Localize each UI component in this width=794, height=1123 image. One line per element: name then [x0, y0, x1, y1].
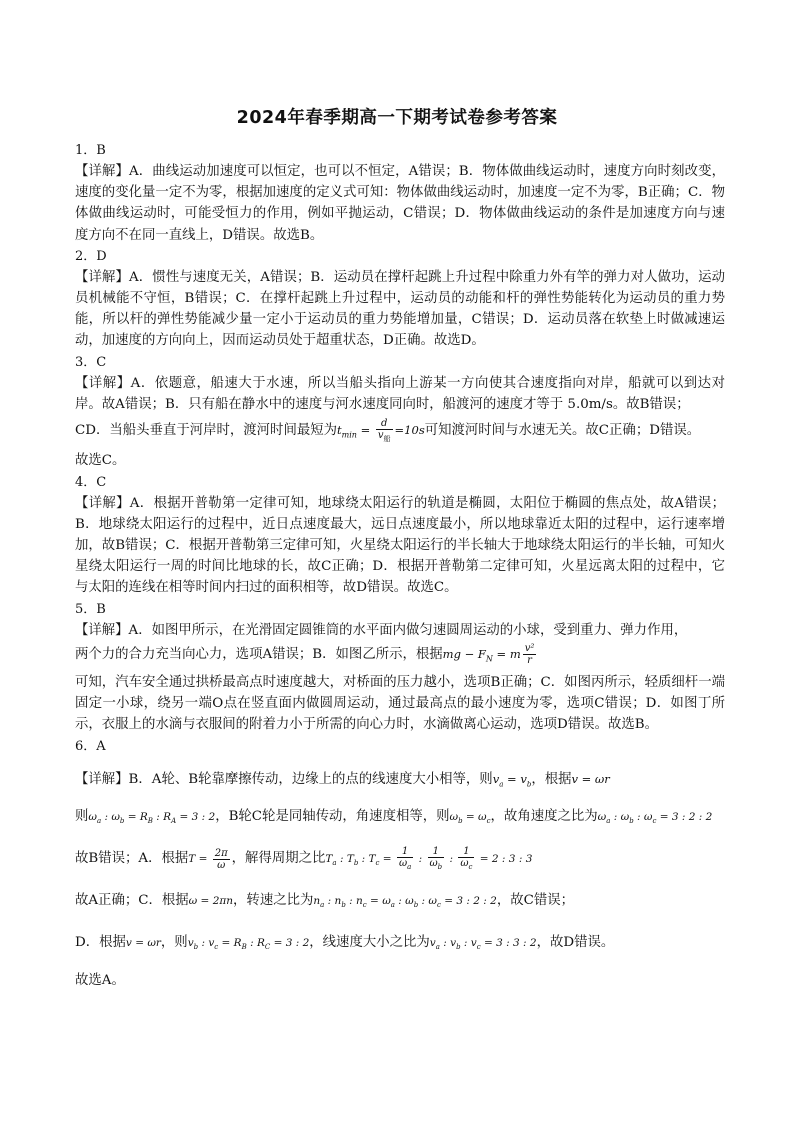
- formula-symbol: = v: [503, 771, 527, 786]
- formula: [188, 847, 231, 871]
- formula-symbol: =: [356, 423, 374, 438]
- formula-symbol: : ω: [633, 810, 653, 823]
- answer-text: ，解得周期之比: [231, 851, 326, 867]
- fraction: [376, 418, 393, 445]
- answer-text: ，B轮C轮是同轴传动，角速度相等，则: [215, 808, 450, 824]
- fraction-numerator: v²: [524, 643, 535, 655]
- formula: v = ωr: [571, 771, 610, 786]
- formula-symbol: =10s: [394, 423, 425, 438]
- fraction-numerator: 1: [397, 846, 413, 858]
- formula-subscript: c: [476, 943, 481, 952]
- formula-subscript: b: [413, 901, 419, 910]
- answer-text: ，故角速度之比为: [490, 808, 598, 824]
- formula-subscript: b: [119, 817, 125, 826]
- formula-subscript: c: [486, 817, 491, 826]
- formula-subscript: c: [437, 901, 441, 910]
- formula-subscript: N: [485, 654, 493, 664]
- formula-symbol: = 3 : 2: [176, 810, 216, 823]
- formula-subscript: B: [241, 943, 247, 952]
- formula-symbol: t: [337, 423, 342, 438]
- formula-symbol: = 3 : 3 : 2: [480, 937, 537, 950]
- formula-symbol: ω: [449, 810, 459, 823]
- formula-line: [75, 798, 725, 840]
- formula-symbol: : R: [152, 810, 172, 823]
- fraction: [397, 846, 413, 873]
- formula-symbol: :: [415, 853, 426, 866]
- formula-symbol: : v: [439, 937, 457, 950]
- formula-subscript: a: [407, 862, 412, 871]
- formula-symbol: = 3 : 2 : 2: [440, 895, 497, 908]
- formula-symbol: v: [429, 937, 436, 950]
- formula-symbol: : v: [198, 937, 215, 950]
- answer-text: ，根据: [531, 771, 572, 787]
- formula-subscript: A: [171, 817, 177, 826]
- formula-symbol: = R: [218, 937, 242, 950]
- formula-line: [75, 641, 725, 672]
- answer-text: 故B错误；A．根据: [75, 851, 189, 867]
- formula: [313, 895, 497, 910]
- formula-symbol: = 2 : 3 : 3: [476, 853, 533, 866]
- formula-symbol: = ω: [462, 810, 487, 823]
- formula-symbol: : T: [358, 853, 376, 866]
- answer-text: 【详解】B．A轮、B轮靠摩擦传动，边缘上的点的线速度大小相等，则: [75, 771, 493, 787]
- formula-subscript: a: [606, 817, 611, 826]
- answer-text: 故A正确；C．根据: [75, 893, 189, 909]
- fraction-numerator: 1: [458, 846, 474, 858]
- formula-symbol: : v: [460, 937, 477, 950]
- fraction-denominator: ω: [217, 859, 226, 871]
- formula: [187, 937, 310, 952]
- formula: v = ωr: [125, 937, 161, 950]
- formula-subscript: b: [456, 943, 461, 952]
- fraction-denominator: [397, 858, 413, 873]
- formula: [337, 417, 425, 443]
- formula-line: [75, 765, 725, 798]
- formula-symbol: T: [325, 853, 333, 866]
- answer-content: [75, 140, 725, 996]
- fraction: [458, 846, 474, 873]
- answer-text: ，则: [160, 935, 188, 951]
- answer-paragraph: 可知，汽车安全通过拱桥最高点时速度越大，对桥面的压力越小，选项B正确；C．如图丙所示，轻质细杆一端固定一小球，绕另一端O点在竖直面内做圆周运动，通过最高点的最小速度为零，选项C错误；D．如图丁所示，衣服上的水滴与衣服间的附着力小于所需的向心力时，水滴做离心运动，选项D错误。故选B。: [75, 675, 725, 733]
- formula-subscript: 船: [383, 434, 391, 443]
- formula-symbol: v: [492, 771, 500, 786]
- answer-paragraph: 【详解】A．根据开普勒第一定律可知，地球绕太阳运行的轨道是椭圆，太阳位于椭圆的焦点处，故A错误；B．地球绕太阳运行的过程中，近日点速度最大，远日点速度最小，所以地球靠近太阳的过程中，运行速率增加，故B错误；C．根据开普勒第三定律可知，火星绕太阳运行的半长轴大于地球绕太阳运行的半长轴，可知火星绕太阳运行一周的时间比地球的长，故C正确；D．根据开普勒第二定律可知，火星远离太阳的过程中，它与太阳的连线在相等时间内扫过的面积相等，故D错误。故选C。: [75, 495, 725, 596]
- formula-symbol: : T: [336, 853, 354, 866]
- formula-symbol: = 3 : 2: [270, 937, 310, 950]
- formula-subscript: b: [437, 862, 443, 871]
- formula-symbol: =: [379, 853, 395, 866]
- question-number: 6．A: [75, 738, 106, 754]
- answer-text: 则: [75, 808, 89, 824]
- answer-paragraph: 【详解】A．依题意，船速大于水速，所以当船头指向上游某一方向使其合速度指向对岸，船就可以到达对岸。故A错误；B．只有船在静水中的速度与河水速度同向时，船渡河的速度才等于 5.0m/s。故B错误；: [75, 375, 725, 412]
- formula-symbol: ω: [460, 857, 469, 869]
- formula-symbol: T =: [188, 853, 211, 866]
- fraction-numerator: 1: [428, 846, 445, 858]
- formula: [88, 810, 216, 826]
- formula: ω = 2πn: [188, 895, 234, 908]
- formula-symbol: : ω: [394, 895, 414, 908]
- formula-subscript: c: [362, 901, 367, 910]
- question-number: 5．B: [75, 601, 106, 617]
- answer-text: ，转速之比为: [233, 893, 314, 909]
- formula-subscript: min: [341, 430, 357, 440]
- fraction-denominator: r: [527, 655, 532, 667]
- answer-text: ，线速度大小之比为: [309, 935, 430, 951]
- formula-subscript: a: [499, 779, 504, 788]
- formula-symbol: ω: [429, 857, 438, 869]
- answer-text: D．根据: [75, 935, 126, 951]
- fraction: [523, 643, 537, 666]
- formula-subscript: B: [147, 817, 153, 826]
- formula-symbol: mg − F: [442, 646, 486, 661]
- answer-paragraph: 【详解】A．曲线运动加速度可以恒定，也可以不恒定，A错误；B．物体做曲线运动时，速度方向时刻改变，速度的变化量一定不为零，根据加速度的定义式可知：物体做曲线运动时，加速度一定不为零，B正确；C．物体做曲线运动时，可能受恒力的作用，例如平抛运动，C错误；D．物体做曲线运动的条件是加速度方向与速度方向不在同一直线上，D错误。故选B。: [75, 164, 725, 243]
- formula-subscript: b: [526, 779, 532, 788]
- formula-symbol: : ω: [101, 810, 120, 823]
- formula: [325, 845, 533, 871]
- formula-line: [75, 924, 725, 966]
- formula-symbol: ω: [398, 857, 408, 869]
- formula-symbol: ω: [88, 810, 97, 823]
- question-number: 3．C: [75, 354, 107, 370]
- question-number: 1．B: [75, 143, 106, 158]
- answer-text: ，故D错误。: [536, 935, 615, 951]
- formula-line: [75, 840, 725, 882]
- formula-subscript: b: [458, 817, 463, 826]
- formula-symbol: : R: [246, 937, 265, 950]
- formula-subscript: a: [332, 859, 337, 868]
- answer-text: 两个力的合力充当向心力，选项A错误；B．如图乙所示，根据: [75, 646, 443, 662]
- formula-subscript: c: [652, 817, 657, 826]
- fraction-denominator: [428, 858, 445, 873]
- fraction-numerator: d: [376, 418, 393, 430]
- formula-symbol: v: [377, 429, 384, 441]
- answer-paragraph: 【详解】A．惯性与速度无关，A错误；B．运动员在撑杆起跳上升过程中除重力外有竿的弹力对人做功，运动员机械能不守恒，B错误；C．在撑杆起跳上升过程中，运动员的动能和杆的弹性势能转化为运动员的重力势能，所以杆的弹性势能减少量一定小于运动员的重力势能增加量，C错误；D．运动员落在软垫上时做减速运动，加速度的方向向上，因而运动员处于超重状态，D正确。故选D。: [75, 269, 725, 349]
- formula-symbol: = ω: [366, 895, 391, 908]
- fraction-numerator: 2π: [214, 847, 228, 859]
- page-title: 2024年春季期高一下期考试卷参考答案: [236, 108, 558, 128]
- formula-symbol: :: [446, 853, 457, 866]
- answer-paragraph: 故选C。: [75, 453, 126, 469]
- answer-text: ，故C错误；: [496, 893, 575, 909]
- formula-symbol: n: [313, 895, 321, 908]
- formula-subscript: b: [353, 859, 359, 868]
- formula-subscript: a: [320, 901, 325, 910]
- formula-symbol: ω: [597, 810, 607, 823]
- question-number: 4．C: [75, 474, 107, 490]
- formula-symbol: : ω: [418, 895, 437, 908]
- answer-text: CD．当船头垂直于河岸时，渡河时间最短为: [75, 423, 338, 439]
- fraction-denominator: [458, 858, 474, 873]
- formula-symbol: : n: [345, 895, 363, 908]
- formula-symbol: = m: [492, 646, 521, 661]
- formula-symbol: v: [187, 937, 194, 950]
- formula-subscript: b: [629, 817, 634, 826]
- formula: [597, 810, 713, 826]
- fraction: [428, 846, 445, 873]
- formula: [442, 643, 539, 667]
- formula: [493, 772, 532, 786]
- formula-subscript: a: [390, 901, 395, 910]
- formula-subscript: c: [214, 943, 219, 952]
- formula-symbol: = 3 : 2 : 2: [656, 810, 713, 823]
- formula: [449, 810, 491, 826]
- answer-text: 可知渡河时间与水速无关。故C正确；D错误。: [424, 423, 701, 439]
- formula-subscript: a: [96, 817, 102, 826]
- answer-paragraph: 故选A。: [75, 973, 125, 989]
- fraction-denominator: [376, 430, 393, 445]
- fraction: [213, 848, 230, 871]
- formula: [429, 937, 537, 952]
- formula-line: [75, 415, 725, 450]
- formula-symbol: : ω: [610, 810, 630, 823]
- formula-subscript: C: [264, 943, 271, 952]
- formula-subscript: c: [375, 859, 380, 868]
- formula-symbol: = R: [124, 810, 148, 823]
- formula-line: [75, 882, 725, 924]
- answer-paragraph: 【详解】A．如图甲所示，在光滑固定圆锥筒的水平面内做匀速圆周运动的小球，受到重力、弹力作用，: [75, 622, 688, 638]
- formula-subscript: b: [193, 943, 199, 952]
- question-number: 2．D: [75, 248, 107, 264]
- formula-subscript: a: [435, 943, 440, 952]
- formula-subscript: c: [468, 862, 473, 871]
- formula-subscript: b: [341, 901, 346, 910]
- formula-symbol: : n: [324, 895, 342, 908]
